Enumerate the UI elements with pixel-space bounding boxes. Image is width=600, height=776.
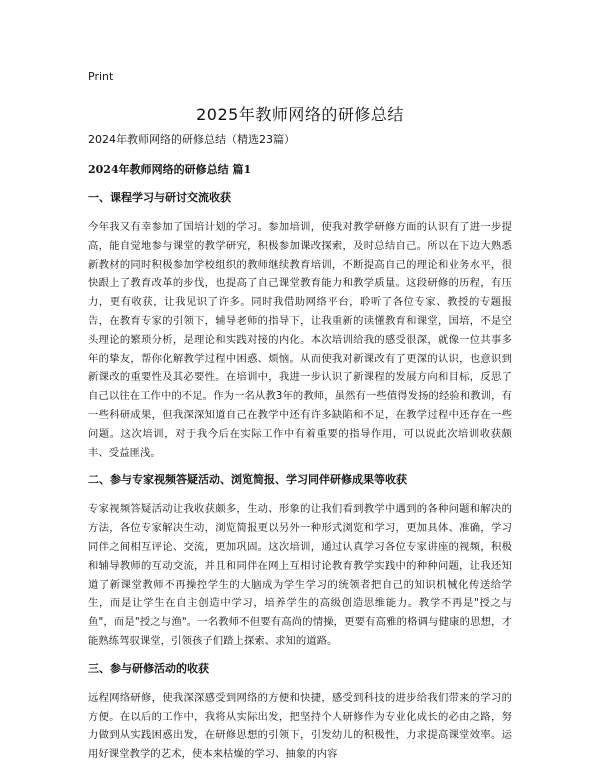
section-heading-1: 一、课程学习与研讨交流收获 [88, 191, 231, 204]
document-subtitle: 2024年教师网络的研修总结（精选23篇） [88, 133, 295, 146]
document-title: 2025年教师网络的研修总结 [196, 105, 404, 124]
section-paragraph-3: 远程网络研修，使我深深感受到网络的方便和快捷，感受到科技的进步给我们带来的学习的方便。在以后的工作中，我将从实际出发，把坚持个人研修作为专业化成长的必由之路，努力做到从实践困惑出发，在研修思想的引领下，引发幼儿的积极性，力求提高课堂效率。运用好课堂教学的艺术，使本来枯燥的学习、抽象的内容 [88, 691, 512, 761]
print-link[interactable]: Print [88, 70, 114, 83]
section-paragraph-1: 今年我又有幸参加了国培计划的学习。参加培训，使我对教学研修方面的认识有了进一步提高，能自觉地参与课堂的教学研究，积极参加课改探索，及时总结自己。所以在下边大熟悉新教材的同时积极参加学校组织的教师继续教育培训，不断提高自己的理论和业务水平，很快跟上了教育改革的步伐，也提高了自己课堂教育能力和教学质量。这段研修的历程，有压力，更有收获，让我见识了许多。同时我借助网络平台，聆听了各位专家、教授的专题报告，在教育专家的引领下，辅导老师的指导下，让我重新的读懂教育和课堂，国培，不是空头理论的繁琐分析，是理论和实践对接的内化。本次培训给我的感受很深，就像一位共事多年的挚友，帮你化解教学过程中困惑、烦恼。从而使我对新课改有了更深的认识，也意识到新课改的重要性及其必要性。在培训中，我进一步认识了新课程的发展方向和目标，反思了自己以往在工作中的不足。作为一名从教3年的教师，虽然有一些值得发扬的经验和教训，有一些科研成果，但我深深知道自己在教学中还有许多缺陷和不足，在教学过程中还存在一些问题。这次培训，对于我今后在实际工作中有着重要的指导作用，可以说此次培训收获颇丰、受益匪浅。 [88, 221, 512, 459]
section-heading-2: 二、参与专家视频答疑活动、浏览简报、学习同伴研修成果等收获 [88, 473, 407, 487]
document-body [88, 132, 512, 774]
part-title: 2024年教师网络的研修总结 篇1 [88, 163, 252, 176]
section-paragraph-2: 专家视频答疑活动让我收获颇多，生动、形象的让我们看到教学中遇到的各种问题和解决的方法，各位专家解决生动，浏览简报更以另外一种形式浏览和学习，更加具体、准确，学习同伴之间相互评论、交流，更加巩固。这次培训，通过认真学习各位专家讲座的视频，积极和辅导教师的互动交流，并且和同伴在网上互相讨论教育教学实践中的种种问题，让我还知道了新课堂教师不再操控学生的大脑成为学生学习的统领者把自己的知识机械化传送给学生，而是让学生在自主创造中学习，培养学生的高级创造思维能力。教学不再是"授之与鱼"，而是"授之与渔"。一名教师不但要有高尚的情操，更要有高雅的格调与健康的思想，才能熟练驾驭课堂，引领孩子们踏上探索、求知的道路。 [88, 503, 512, 647]
section-heading-3: 三、参与研修活动的收获 [88, 661, 209, 675]
